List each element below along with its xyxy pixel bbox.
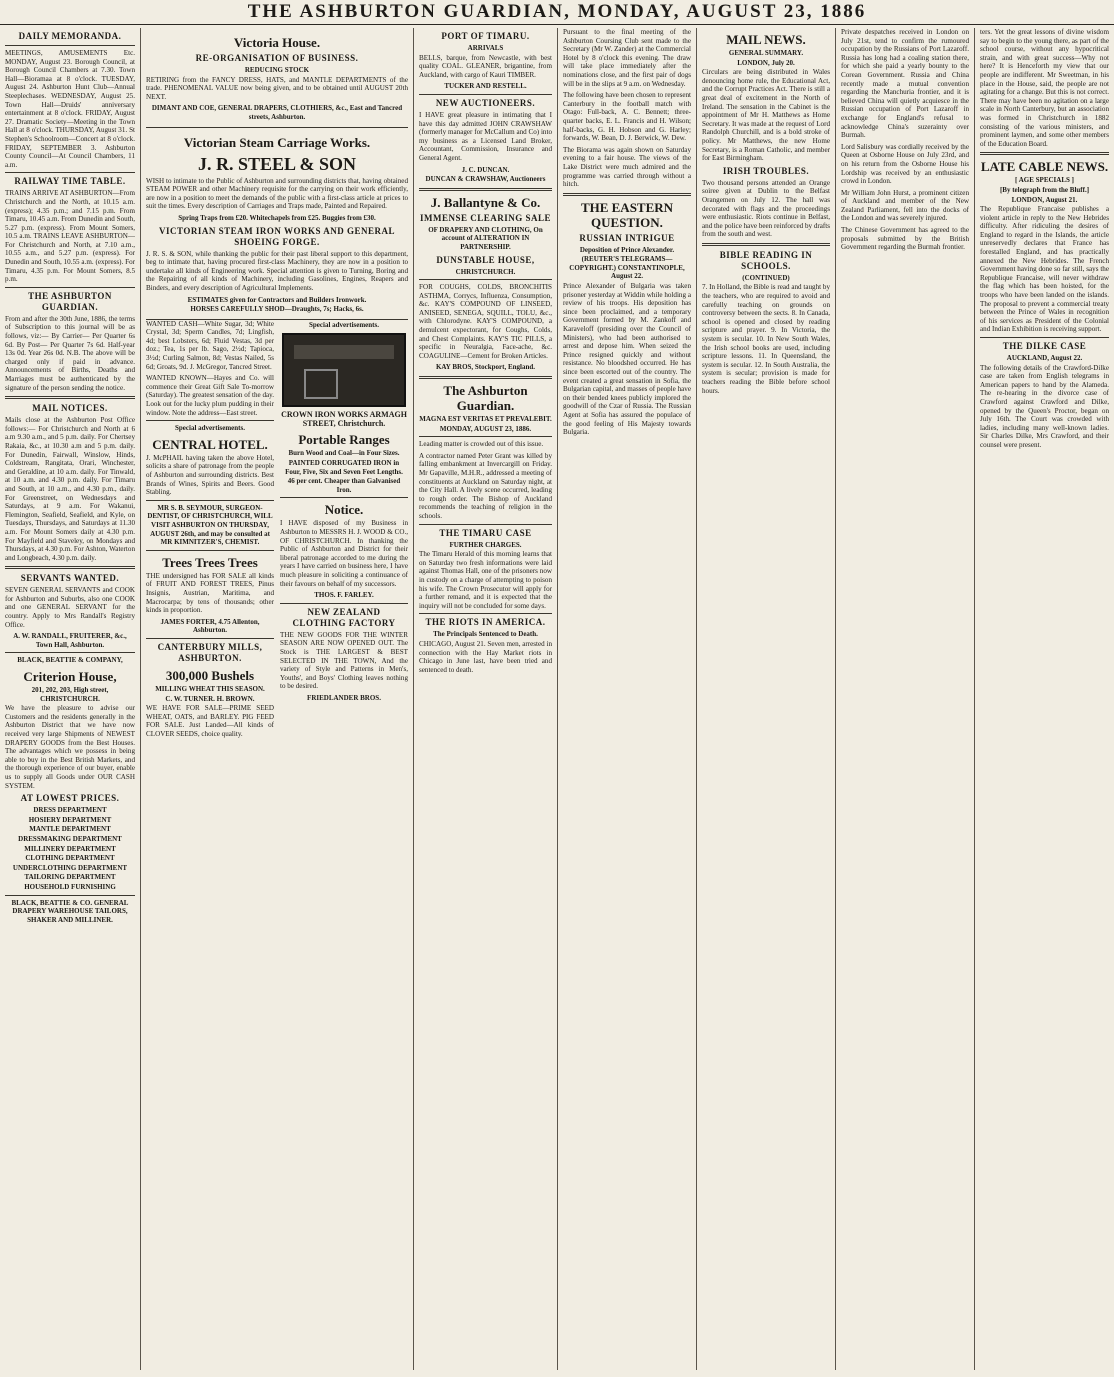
chinese-text: The Chinese Government has agreed to the proposals submitted by the British Government regarding the Burmah frontier. <box>841 226 969 252</box>
section-heading: NEW AUCTIONEERS. <box>435 97 536 108</box>
column-6 <box>836 28 974 1370</box>
ad-note: HORSES CAREFULLY SHOD—Draughts, 7s; Hacks, 6s. <box>190 305 364 314</box>
wanted-text: WANTED CASH—White Sugar, 3d; White Crystal, 3d; Sperm Candles, 7d; Lingfish, 4d; best Lobsters, 6d; Fluid Vestas, 3d per doz.; Tea, 1s per lb. Sago, 2½d; Tapioca, 3½d; Curling Salmon, 8d; Vestas Nailed, 5s 6d; Groats, 9d. J. McGregor, Tancred Street. <box>146 319 274 371</box>
section-heading: RAILWAY TIME TABLE. <box>14 176 126 187</box>
divider <box>5 895 135 896</box>
department-list-item: HOUSEHOLD FURNISHING <box>24 882 116 891</box>
trees-signature: JAMES FORTER, 4.75 Allenton, Ashburton. <box>160 617 260 635</box>
cable-news-body: The Republique Francaise publishes a violent article in reply to the New Hebrides difficulty. After ridiculing the desires of England to regard in the Islands, the article unreservedly declares that France has forestalled England, and has practically annexed the New Hebrides. The French Government having done so far still, says the Republique Francaise, will never withdraw the flag which has been hoisted, for the troops who have been landed on the islands. The proposal to prevent a commercial treaty between the Prince of Wales in recognition of his services as President of the Colonial and Indian Exhibition is receiving support. <box>980 205 1109 334</box>
divider <box>146 500 274 501</box>
criterion-title: Criterion House, <box>23 669 117 685</box>
mail-news-subtitle: GENERAL SUMMARY. <box>728 49 804 57</box>
editorial-motto: MAGNA EST VERITAS ET PREVALEBIT. <box>419 415 552 424</box>
section-heading: IRISH TROUBLES. <box>722 165 810 176</box>
auctioneers-text: I HAVE great pleasure in intimating that I have this day admitted JOHN CRAWSHAW (formerly manager for McCallum and Co) into my business as a Licensed Land Broker, Accountant, Commission, Insurance and General Agent. <box>419 110 552 162</box>
divider <box>5 172 135 173</box>
leading-note: Leading matter is crowded out of this issue. <box>419 440 544 449</box>
cable-news-title: LATE CABLE NEWS. <box>980 159 1109 175</box>
ballantyne-title: J. Ballantyne & Co. <box>430 194 541 210</box>
criterion-body: We have the pleasure to advise our Customers and the residents generally in the Ashburton District that we have now received very large Shipments of NEWEST DRAPERY GOODS from the Best Houses. The advantages which we possess in being able to buy in the Best British Markets, and the thorough experience of our buyer, enable us to supply all Goods under OUR CASH SYSTEM. <box>5 704 135 790</box>
department-list-item: TAILORING DEPARTMENT <box>24 873 116 882</box>
divider <box>5 566 135 569</box>
ad-note: ESTIMATES given for Contractors and Builders Ironwork. <box>187 295 367 304</box>
central-hotel-body: J. McPHAIL having taken the above Hotel, solicits a share of patronage from the people of Ashburton and surrounding districts. Best Brands of Wines, Spirits and Beers. Good Stabling. <box>146 453 274 497</box>
wanted-text: WANTED KNOWN—Hayes and Co. will commence their Great Gift Sale To-morrow (Saturday). The greatest sensation of the day. Look out for the lucky plum pudding in their window. Note the address—East street. <box>146 374 274 417</box>
corrugated-iron-text: PAINTED CORRUGATED IRON in Four, Five, Six and Seven Feet Lengths. <box>285 459 403 476</box>
ad-title: Victorian Steam Carriage Works. <box>183 134 371 150</box>
railway-text: TRAINS ARRIVE AT ASHBURTON—From Christchurch and the North, at 10.15 a.m. (express); 4.35 p.m.; and 7.15 p.m. From Timaru, 10.45 a.m. From Dunedin and South, 5.27 p.m. (express). From Mount Somers, 10.5 a.m. TRAINS LEAVE ASHBURTON—For Christchurch and North, at 7.10 a.m., 10.55 a.m., and 5.27 p.m. (express). For Dunedin and South, 10.55 a.m. (express). For Timaru, 4.35 p.m. For Mount Somers, 8.5 p.m. <box>5 189 135 284</box>
timaru-text: The Timaru Herald of this morning learns that on Saturday two fresh informations were laid against Thomas Hall, one of the prisoners now in custody on a charge of attempting to poison his wife. The Crown Prosecutor will apply for a further remand, and it is expected that the inquiry will not be concluded for some days. <box>419 550 552 610</box>
section-heading: THE RIOTS IN AMERICA. <box>425 617 546 628</box>
salisbury-text: Lord Salisbury was cordially received by the Queen at Osborne House on July 23rd, and on his return from the Osborne House his Lordship was received by an enthusiastic crowd in London. <box>841 142 969 186</box>
clearing-sale-subtitle: OF DRAPERY AND CLOTHING, On account of ALTERATION IN PARTNERSHIP. <box>428 225 543 251</box>
arrivals-signature: TUCKER AND RESTELL. <box>444 82 527 91</box>
department-list-item: HOSIERY DEPARTMENT <box>28 815 112 824</box>
divider <box>5 287 135 288</box>
section-heading: THE DILKE CASE <box>1002 341 1087 351</box>
ad-title: J. R. STEEL & SON <box>197 153 357 174</box>
cheaper-text: 46 per cent. Cheaper than Galvanised Iron. <box>287 477 401 494</box>
dateline: AUCKLAND, August 22. <box>1006 354 1083 362</box>
divider <box>419 524 552 525</box>
private-despatch-text: Private despatches received in London on July 21st, tend to confirm the rumoured occupation by the Russians of Port Lazaroff. Russia has long had a coaling station there, for which she paid a yearly bounty to the Corean Government. Russia and China recently made a mutual convention regarding the Manchuria frontier, and it is believed China will quietly acquiesce in the Russian occupation of Port Lazaroff in exchange for England's refusal to acknowledge China's suzerainty over Burmah. <box>841 28 969 140</box>
editorial-date: MONDAY, AUGUST 23, 1886. <box>439 424 532 433</box>
ad-title: VICTORIAN STEAM IRON WORKS AND GENERAL SHOEING FORGE. <box>159 225 395 247</box>
trees-body: THE undersigned has FOR SALE all kinds of FRUIT AND FOREST TREES, Pinus Insignis, Austrian, Maritima, and Macrocarpa; by tens of thousands; other kinds in proportion. <box>146 571 274 615</box>
divider <box>419 436 552 437</box>
ad-title: Victoria House. <box>233 35 321 50</box>
irish-text: Two thousand persons attended an Orange soiree given at Dublin to the Belfast Orangemen on July 12. The hall was decorated with flags and the proceedings were enthusiastic. Riots continue in Belfast, and the police have been reinforced by drafts from the south and west. <box>702 178 830 239</box>
section-subheading: The Principals Sentenced to Death. <box>433 630 538 639</box>
friedlander-signature: FRIEDLANDER BROS. <box>307 693 381 702</box>
coursing-text: Pursuant to the final meeting of the Ashburton Coursing Club sent made to the Secretary (Mr W. Zander) at the Commercial Hotel by 8 o'clock this evening. The draw will take place immediately after the nominations close, and the first pair of dogs will be in the slips at 9 a.m. on Wednesday. <box>563 28 691 88</box>
section-subheading: FURTHER CHARGES. <box>449 540 522 549</box>
footer-text: BLACK, BEATTIE & CO. GENERAL DRAPERY WAREHOUSE TAILORS, SHAKER AND MILLINER. <box>11 898 129 924</box>
ad-body: J. R. S. & SON, while thanking the public for their past liberal support to this department, beg to intimate that, having procured first-class Machinery, they are now in a position to undertake all kinds of Engineering work. Special attention is given to Turning, Boring and the Repairing of all kinds of Machinery, including Gasolines, Engines, Reapers and Binders, and every description of Agricultural Implements. <box>146 249 408 292</box>
section-heading: THE ASHBURTON GUARDIAN. <box>28 290 112 312</box>
divider <box>146 420 274 421</box>
column-2 <box>141 28 413 1370</box>
eastern-question-title: THE EASTERN QUESTION. <box>580 199 674 230</box>
mail-text: Mails close at the Ashburton Post Office follows:— For Christchurch and North at 6 a.m 9.30 a.m., and 5 p.m. daily. For Chertsey Rakaia, &c., at 10.30 a.m and 5 p.m. daily. For Dunedin, Fairwall, Winslow, Hinds, Coldstream, Rangitata, Orari, Winchester, and Geraldine, at 10 a.m. daily. For Tinwald, at 10 a.m. and 4.30 p.m. daily. For Timaru and South, at 10 a.m., and 4.30 p.m., daily. For Greenstreet, on Wednesdays and Saturdays, at 9 a.m. For Wakanui, Flemington, Seafield, Seafield, and Kyle, on Tuesdays, Thursdays, and Saturdays at 11.30 a.m. For Mount Somers daily at 4.30 p.m. For Mayfield and Staveley, on Mondays and Thursdays, at 4.30 p.m. For Ashton, Waterton and Longbeach, 4.30 p.m. daily. <box>5 416 135 562</box>
servants-text: SEVEN GENERAL SERVANTS and COOK for Ashburton and Suburbs, also one COOK and one GENERAL SERVANT for the country. Apply to Mrs Randall's Registry Office. <box>5 586 135 629</box>
notice-signature: THOS. F. FARLEY. <box>314 591 374 600</box>
ad-subtitle: RE-ORGANISATION OF BUSINESS. <box>195 53 359 63</box>
ad-signature: DIMANT AND COE, GENERAL DRAPERS, CLOTHIERS, &c., East and Tancred streets, Ashburton. <box>151 104 403 121</box>
cable-news-intro: [By telegraph from the Bluff.] <box>999 185 1090 194</box>
bushels-subtitle: MILLING WHEAT THIS SEASON. <box>155 684 265 693</box>
dunstable-house-subtitle: CHRISTCHURCH. <box>455 267 516 276</box>
column-7 <box>975 28 1114 1370</box>
column-3 <box>414 28 557 1370</box>
section-heading: SERVANTS WANTED. <box>20 573 120 584</box>
bible-text: 7. In Holland, the Bible is read and taught by the teachers, who are required to avoid and carefully teaching on grounds on controversy between the sects. 8. In Canada, school is opened and closed by reading scripture and prayer. 9. In Victoria, the system is secular. 10. In New South Wales, the Irish school books are used, including scripture lessons. 11. In Queensland, the system is secular. 12. In South Australia, the system is secular; provision is made for teachers reading the Bible before school hours. <box>702 283 830 395</box>
masthead: THE ASHBURTON GUARDIAN, MONDAY, AUGUST 23, 1886 <box>0 0 1114 25</box>
biorama-text: The Biorama was again shown on Saturday evening to a fair house. The views of the Lake District were much admired and the programme was carried through without a hitch. <box>563 145 691 189</box>
column-1 <box>0 28 140 1370</box>
section-heading: DAILY MEMORANDA. <box>18 31 122 41</box>
dateline: LONDON, August 21. <box>1011 195 1078 204</box>
two-column-ads <box>146 320 408 742</box>
surgeon-text: MR S. B. SEYMOUR, SURGEON-DENTIST, OF CHRISTCHURCH, WILL VISIT ASHBURTON ON THURSDAY, AUGUST 26th, and may be consulted at MR KIMNITZER'S, CHEMIST. <box>147 503 273 547</box>
ad-column-right <box>280 320 408 742</box>
mills-signature: C. W. TURNER. H. BROWN. <box>165 694 255 703</box>
divider <box>5 45 135 46</box>
divider <box>419 376 552 379</box>
criterion-address: 201, 202, 203, High street, CHRISTCHURCH. <box>31 686 109 703</box>
section-heading: BIBLE READING IN SCHOOLS. <box>719 249 813 271</box>
ministers-text: ters. Yet the great lessons of divine wisdom say to begin to the young there, as part of the school course, without any hypocritical strain, and with great success—Why not here? It is Henceforth my view that our people are indifferent. Mr Sweetman, in his place in the House, said, the people are not agitating for a change. But this is not correct. There may have been no agitation on a large scale in North Canterbury, but an association was formed in Christchurch in 1882 consisting of the various ministers, and prominent laymen, and some other members of the Education Board. <box>980 28 1109 148</box>
dateline: LONDON, July 20. <box>737 58 795 67</box>
dunstable-house-title: DUNSTABLE HOUSE, <box>436 254 535 265</box>
eastern-question-subtitle: Deposition of Prince Alexander. <box>579 245 675 254</box>
notice-body: I HAVE disposed of my Business in Ashburton to MESSRS H. J. WOOD & CO., OF CHRISTCHURCH. In thanking the Public of Ashburton and District for their liberal patronage accorded to me during the years I have carried on business here, I have much pleasure in soliciting a continuance of their favours on behalf of my successors. <box>280 519 408 588</box>
bushels-title: 300,000 Bushels <box>165 667 255 683</box>
auctioneers-signature: J. C. DUNCAN. <box>461 165 510 174</box>
divider <box>419 94 552 95</box>
lowest-prices: AT LOWEST PRICES. <box>20 793 120 804</box>
divider <box>5 652 135 653</box>
divider <box>702 243 830 246</box>
eastern-question-subtitle: RUSSIAN INTRIGUE <box>579 232 675 243</box>
divider <box>980 152 1109 155</box>
divider <box>419 613 552 614</box>
riots-text: CHICAGO, August 21. Seven men, arrested in connection with the Hay Market riots in Chicago in June last, have been tried and sentenced to death. <box>419 639 552 674</box>
auctioneers-firm: DUNCAN & CRAWSHAW, Auctioneers <box>425 175 546 184</box>
section-heading: Special advertisements. <box>309 320 379 329</box>
football-text: The following have been chosen to represent Canterbury in the football match with Otago: Full-back, A. C. Bennett; three-quarter backs, E. L. Francis and H. Wilson; half-backs, G. H. Hobson and G. Harley; forwards, W. Bean, D. J. Berwick, W. Dew. <box>563 91 691 143</box>
local-news-text: A contractor named Peter Grant was killed by falling embankment at Invercargill on Friday. Mr Gapaville, M.H.R., addressed a meeting of constituents at Auckland on Saturday night, at the City Hall. A lively scene occurred, leading to rough order. The Bishop of Auckland recommends the teaching of religion in the schools. <box>419 451 552 520</box>
department-list-item: CLOTHING DEPARTMENT <box>25 854 115 863</box>
dilke-text: The following details of the Crawford-Dilke case are taken from English telegrams in American papers to hand by the Alameda. The re-hearing in the divorce case of Crawford against Crawford and Dilke, opened by the Queen's Proctor, began on July 16th. The Court was crowded with ladies, including many well-known ladies. Sir Charles Dilke, Mrs Crawford, and their counsel were present. <box>980 363 1109 449</box>
clothing-factory-title: NEW ZEALAND CLOTHING FACTORY <box>292 606 396 628</box>
section-heading: Special advertisements. <box>175 424 245 433</box>
section-subheading: ARRIVALS <box>467 44 504 52</box>
divider <box>146 638 274 639</box>
column-4 <box>558 28 696 1370</box>
eastern-question-body: Prince Alexander of Bulgaria was taken prisoner yesterday at Widdin while holding a review of his troops. His deposition has since been proclaimed, and a temporary Government formed by M. Zankoff and Karaveloff (presiding over the Council of Ministers), who had been authorised to arrest and depose him. When seized the Prince resigned quickly and without resistance. No bloodshed occurred. He has since been escorted out of the country. The event created a great sensation in Sofia, the Bulgarian capital, and masses of people have on their bended knees publicly implored the goodwill of the Czar of Russia. The Russian Agent at Sofia has assured the populace of the good feeling of His Majesty towards Bulgaria. <box>563 282 691 437</box>
divider <box>980 337 1109 338</box>
divider <box>563 193 691 196</box>
fruiterer-text: A. W. RANDALL, FRUITERER, &c., Town Hall, Ashburton. <box>13 632 127 649</box>
divider <box>419 188 552 191</box>
department-list-item: DRESS DEPARTMENT <box>33 806 107 815</box>
clothing-factory-body: THE NEW GOODS FOR THE WINTER SEASON ARE NOW OPENED OUT. The Stock is THE LARGEST & BEST SELECTED IN THE TOWN, And the variety of Style and Patterns in Men's, Youths', and Boys' Clothing leaves nothing to be desired. <box>280 630 408 691</box>
stove-illustration <box>282 333 406 407</box>
carriage-works-ad <box>146 128 408 320</box>
mail-news-title: MAIL NEWS. <box>726 32 806 47</box>
seed-text: WE HAVE FOR SALE—PRIME SEED WHEAT, OATS, and BARLEY. PIG FEED FOR SALE. Just Landed—All kinds of CLOVER SEEDS, choice quality. <box>146 704 274 738</box>
divider <box>419 279 552 280</box>
coughs-text: FOR COUGHS, COLDS, BRONCHITIS ASTHMA, Corrycs, Influenza, Consumption, &c. KAY'S COMPOUND OF LINSEED, ANISEED, SENEGA, SQUILL, TOLU, &c., with Chlorodyne. KAY'S COMPOUND, a demulcent expectorant, for Coughs, Colds, and Chest Complaints. KAY'S TIC PILLS, a specific in Neuralgia, Face-ache, &c. COAGULINE—Cement for Broken Articles. <box>419 283 552 360</box>
coughs-signature: KAY BROS, Stockport, England. <box>435 363 536 372</box>
section-subheading: (CONTINUED) <box>742 273 790 282</box>
ad-note: REDUCING STOCK <box>244 66 310 74</box>
department-list-item: DRESSMAKING DEPARTMENT <box>18 834 122 843</box>
trees-title: Trees Trees Trees <box>162 554 258 570</box>
department-list-item: MILLINERY DEPARTMENT <box>24 844 116 853</box>
mills-title: CANTERBURY MILLS, ASHBURTON. <box>157 641 263 663</box>
department-list-item: UNDERCLOTHING DEPARTMENT <box>12 863 128 872</box>
criterion-company: BLACK, BEATTIE & COMPANY, <box>17 656 123 665</box>
section-heading: PORT OF TIMARU. <box>441 31 530 41</box>
divider <box>146 550 274 551</box>
portable-ranges-title: Portable Ranges <box>298 432 390 448</box>
subscription-text: From and after the 30th June, 1886, the terms of Subscription to this journal will be as follows, viz:— By Carrier— Per Quarter 6s 6d. By Post— Per Quarter 7s 6d. Half-year 13s 0d. Year 26s 0d. N.B. The above will be charged only if paid in advance. Announcements of Births, Deaths and Marriages must be authenticated by the signature of the person sending the notice. <box>5 314 135 392</box>
ad-prices: Spring Traps from £20. Whitechapels from £25. Buggies from £30. <box>178 213 376 222</box>
ad-body: RETIRING from the FANCY DRESS, HATS, and MANTLE DEPARTMENTS of the trade. PHENOMENAL VALUE now being given, and to be obtained until AUGUST 20th NEXT. <box>146 75 408 101</box>
victoria-house-ad <box>146 28 408 128</box>
portable-ranges-subtitle: Burn Wood and Coal—in Four Sizes. <box>288 449 400 458</box>
department-list-item: MANTLE DEPARTMENT <box>29 825 111 834</box>
cable-news-subtitle: [ AGE SPECIALS ] <box>1015 176 1074 185</box>
editorial-masthead: The Ashburton Guardian. <box>443 383 528 414</box>
column-5 <box>697 28 835 1370</box>
divider <box>5 396 135 399</box>
notice-title: Notice. <box>324 502 364 518</box>
ad-column-left <box>146 320 274 742</box>
hurst-text: Mr William John Hurst, a prominent citizen of Auckland and member of the New Zealand Parliament, fell into the docks of the London and was severely injured. <box>841 188 969 223</box>
arrivals-text: BELLS, barque, from Newcastle, with best quality COAL. GLEANER, brigantine, from Auckland, with cargo of Kauri TIMBER. <box>419 53 552 79</box>
clearing-sale-title: IMMENSE CLEARING SALE <box>419 212 552 223</box>
central-hotel-title: CENTRAL HOTEL. <box>152 436 268 452</box>
meetings-text: MEETINGS, AMUSEMENTS Etc. MONDAY, August 23. Borough Council, at Borough Council Chambers at 7.30. Town Hall—Bioramaa at 8 o'clock. TUESDAY, August 24. Ashburton Hunt Club—Annual Steeplechases. WEDNESDAY, August 25. Town Hall—Druids' anniversary entertainment at 8 o'clock. FRIDAY, August 27. Dramatic Society—Meeting in the Town Hall at 8 o'clock. THURSDAY, August 31. St Stephen's Schoolroom—Concert at 8 o'clock. FRIDAY, SEPTEMBER 3. Ashburton County Council—At Council Chambers, 11 a.m. <box>5 49 135 169</box>
summary-text: Circulars are being distributed in Wales denouncing home rule, the Educational Act, and the Corrupt Practices Act. There is still a great deal of excitement in the North of Ireland. The sensation in the Cabinet is the appointment of Mr H. Matthews as Home Secretary. It was made at the request of Lord Randolph Churchill, and is a bold stroke of policy. Mr Matthews, the new Home Secretary, is a Roman Catholic, and member for East Birmingham. <box>702 68 830 163</box>
divider <box>280 497 408 498</box>
dateline: (REUTER'S TELEGRAMS—COPYRIGHT.) CONSTANTINOPLE, August 22. <box>569 255 685 281</box>
divider <box>280 603 408 604</box>
ad-body: WISH to intimate to the Public of Ashburton and surrounding districts that, having obtained STEAM POWER and other Machinery requisite for the carrying on their work efficiently, are now in a position to meet the demands of the public with a first-class article at prices to suit the times. Every description of Carriages and Traps made, Painted and Repaired. <box>146 176 408 211</box>
section-heading: MAIL NOTICES. <box>32 403 108 414</box>
crown-works-caption: CROWN IRON WORKS ARMAGH STREET, Christchurch. <box>281 410 407 428</box>
section-heading: THE TIMARU CASE <box>439 527 532 538</box>
